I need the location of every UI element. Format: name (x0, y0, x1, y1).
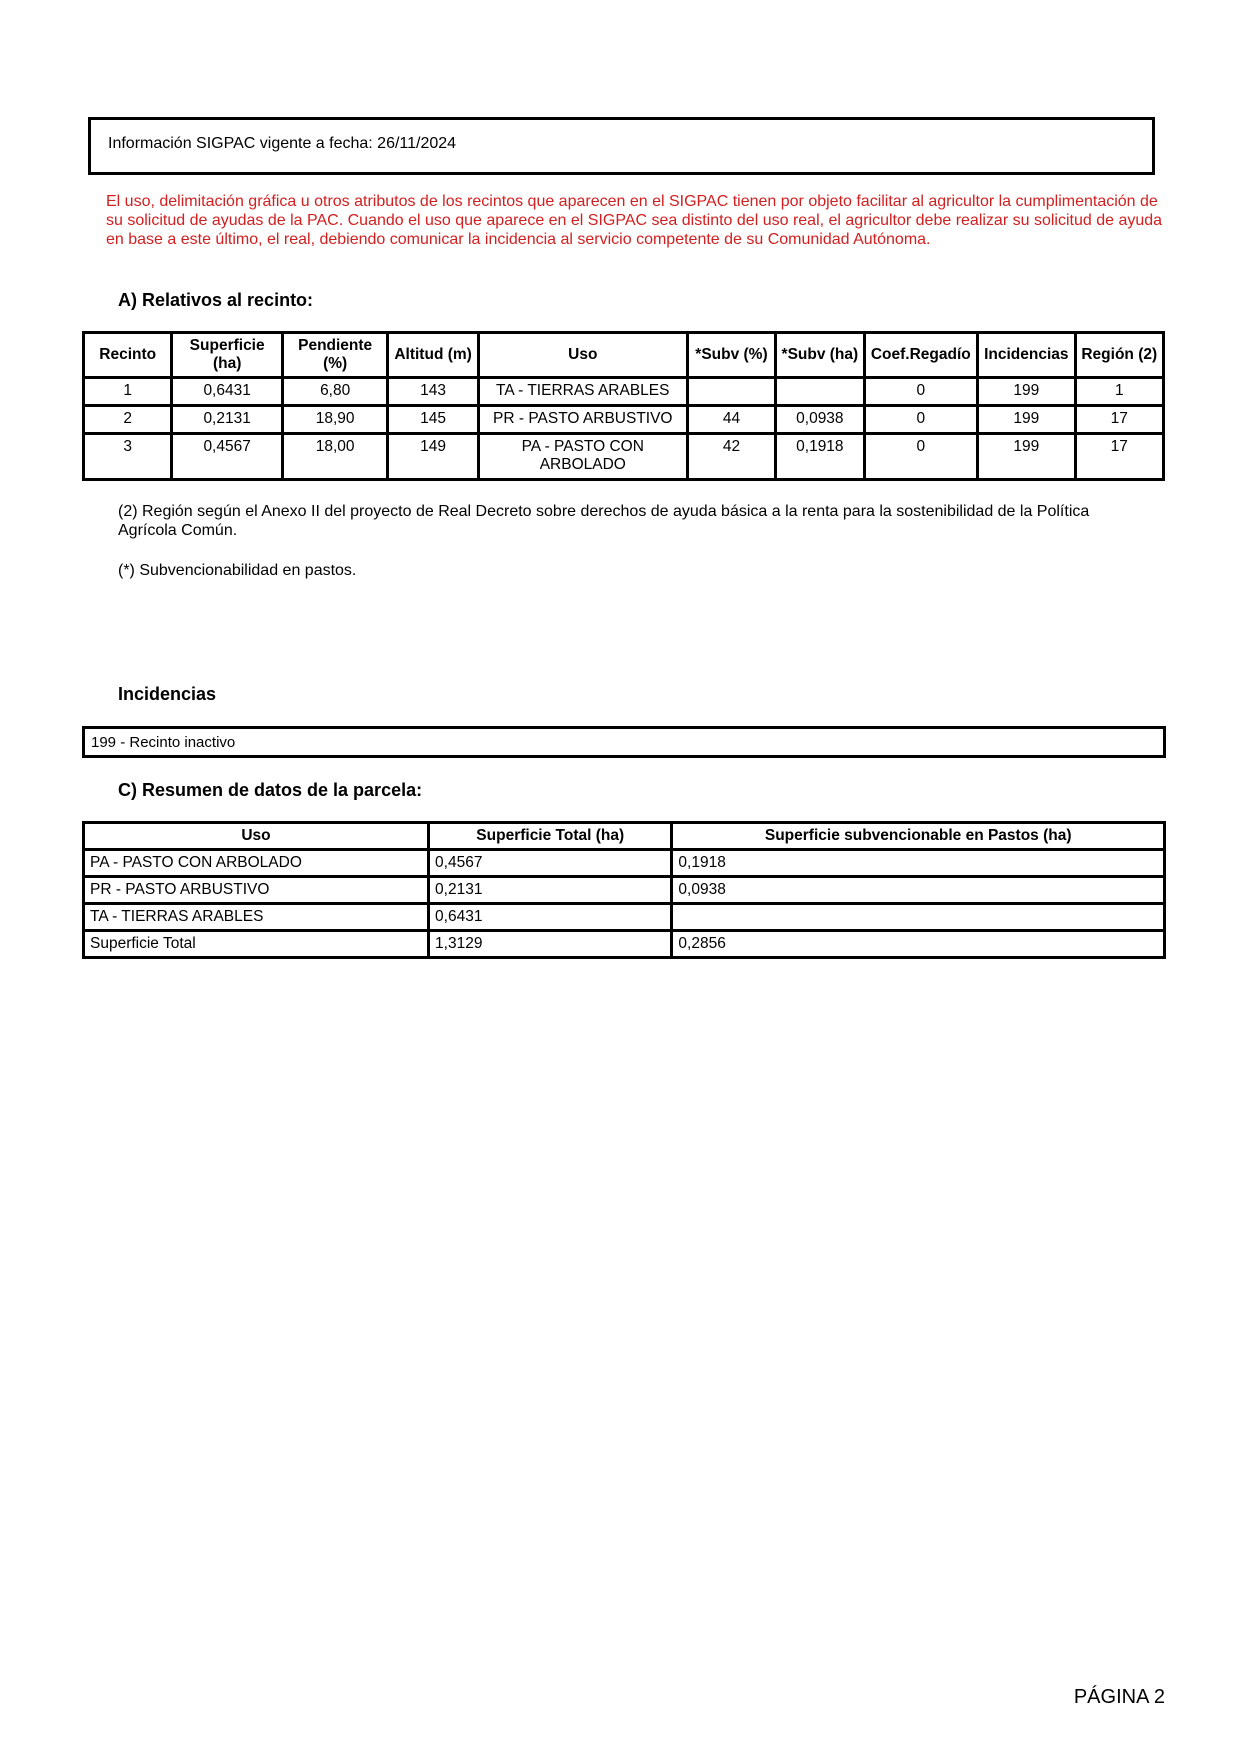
table-row (84, 406, 1164, 434)
table-cell (687, 378, 775, 406)
table-cell: 199 (978, 434, 1075, 480)
col-header: Uso (84, 823, 429, 850)
table-cell: 18,90 (282, 406, 387, 434)
table-row (84, 877, 1165, 904)
section-a-title: A) Relativos al recinto: (118, 290, 314, 310)
table-cell: 0,2131 (172, 406, 283, 434)
table-cell: 1 (1075, 378, 1163, 406)
table-cell: 0,2131 (429, 877, 672, 904)
sigpac-info-box (88, 117, 1155, 175)
table-cell: 18,00 (282, 434, 387, 480)
table-cell: 0,4567 (172, 434, 283, 480)
col-header: Región (2) (1075, 333, 1163, 378)
col-header: Uso (478, 333, 687, 378)
table-row (84, 850, 1165, 877)
table-cell: 145 (388, 406, 478, 434)
incidencias-title: Incidencias (118, 684, 217, 704)
table-row (84, 931, 1165, 958)
col-header: Recinto (84, 333, 172, 378)
table-cell: 0 (864, 406, 978, 434)
recinto-table-header (84, 333, 1164, 378)
page-number: PÁGINA 2 (1073, 1686, 1165, 1708)
table-cell: 2 (84, 406, 172, 434)
table-cell: Superficie Total (84, 931, 429, 958)
table-cell: 0,0938 (776, 406, 864, 434)
table-row (84, 904, 1165, 931)
table-cell: 6,80 (282, 378, 387, 406)
table-cell: PR - PASTO ARBUSTIVO (84, 877, 429, 904)
parcela-summary-table (82, 821, 1166, 959)
table-cell (672, 904, 1165, 931)
table-cell: 42 (687, 434, 775, 480)
col-header: Incidencias (978, 333, 1075, 378)
table-cell: 0,1918 (776, 434, 864, 480)
col-header: Superficie Total (ha) (429, 823, 672, 850)
recinto-table (82, 331, 1165, 481)
summary-table-header (84, 823, 1165, 850)
table-cell: PA - PASTO CON ARBOLADO (478, 434, 687, 480)
col-header: Pendiente (%) (282, 333, 387, 378)
table-cell: 0 (864, 434, 978, 480)
incidencia-item: 199 - Recinto inactivo (91, 734, 236, 751)
table-cell: 44 (687, 406, 775, 434)
incidencias-box (82, 726, 1166, 758)
table-cell (776, 378, 864, 406)
col-header: *Subv (ha) (776, 333, 864, 378)
subv-note: (*) Subvencionabilidad en pastos. (118, 562, 357, 579)
col-header: Altitud (m) (388, 333, 478, 378)
table-cell: TA - TIERRAS ARABLES (478, 378, 687, 406)
table-cell: 0,1918 (672, 850, 1165, 877)
section-c-title: C) Resumen de datos de la parcela: (118, 780, 423, 800)
table-cell: 1 (84, 378, 172, 406)
table-cell: 0,4567 (429, 850, 672, 877)
sigpac-date-text: Información SIGPAC vigente a fecha: 26/11/2024 (108, 135, 457, 152)
region-note: (2) Región según el Anexo II del proyecto de Real Decreto sobre derechos de ayuda básica a la renta para la sostenibilidad de la Política Agrícola Común. (118, 503, 1090, 539)
col-header: Superficie (ha) (172, 333, 283, 378)
table-cell: TA - TIERRAS ARABLES (84, 904, 429, 931)
table-cell: 143 (388, 378, 478, 406)
table-cell: 149 (388, 434, 478, 480)
table-cell: 0 (864, 378, 978, 406)
table-cell: 17 (1075, 434, 1163, 480)
table-cell: 199 (978, 378, 1075, 406)
table-row (84, 434, 1164, 480)
table-cell: 0,0938 (672, 877, 1165, 904)
table-cell: 199 (978, 406, 1075, 434)
table-cell: PR - PASTO ARBUSTIVO (478, 406, 687, 434)
table-cell: 0,6431 (172, 378, 283, 406)
warning-paragraph: El uso, delimitación gráfica u otros atributos de los recintos que aparecen en el SIGPAC tienen por objeto facilitar al agricultor la cumplimentación de su solicitud de ayudas de la PAC. Cuando el uso que aparece en el SIGPAC sea distinto del uso real, el agricultor debe realizar su solicitud de ayuda en base a este último, el real, debiendo comunicar la incidencia al servicio competente de su Comunidad Autónoma. (106, 193, 1163, 248)
table-cell: 0,2856 (672, 931, 1165, 958)
table-cell: 1,3129 (429, 931, 672, 958)
col-header: Coef.Regadío (864, 333, 978, 378)
table-cell: 17 (1075, 406, 1163, 434)
table-row (84, 378, 1164, 406)
col-header: Superficie subvencionable en Pastos (ha) (672, 823, 1165, 850)
table-cell: 0,6431 (429, 904, 672, 931)
table-cell: PA - PASTO CON ARBOLADO (84, 850, 429, 877)
col-header: *Subv (%) (687, 333, 775, 378)
table-cell: 3 (84, 434, 172, 480)
